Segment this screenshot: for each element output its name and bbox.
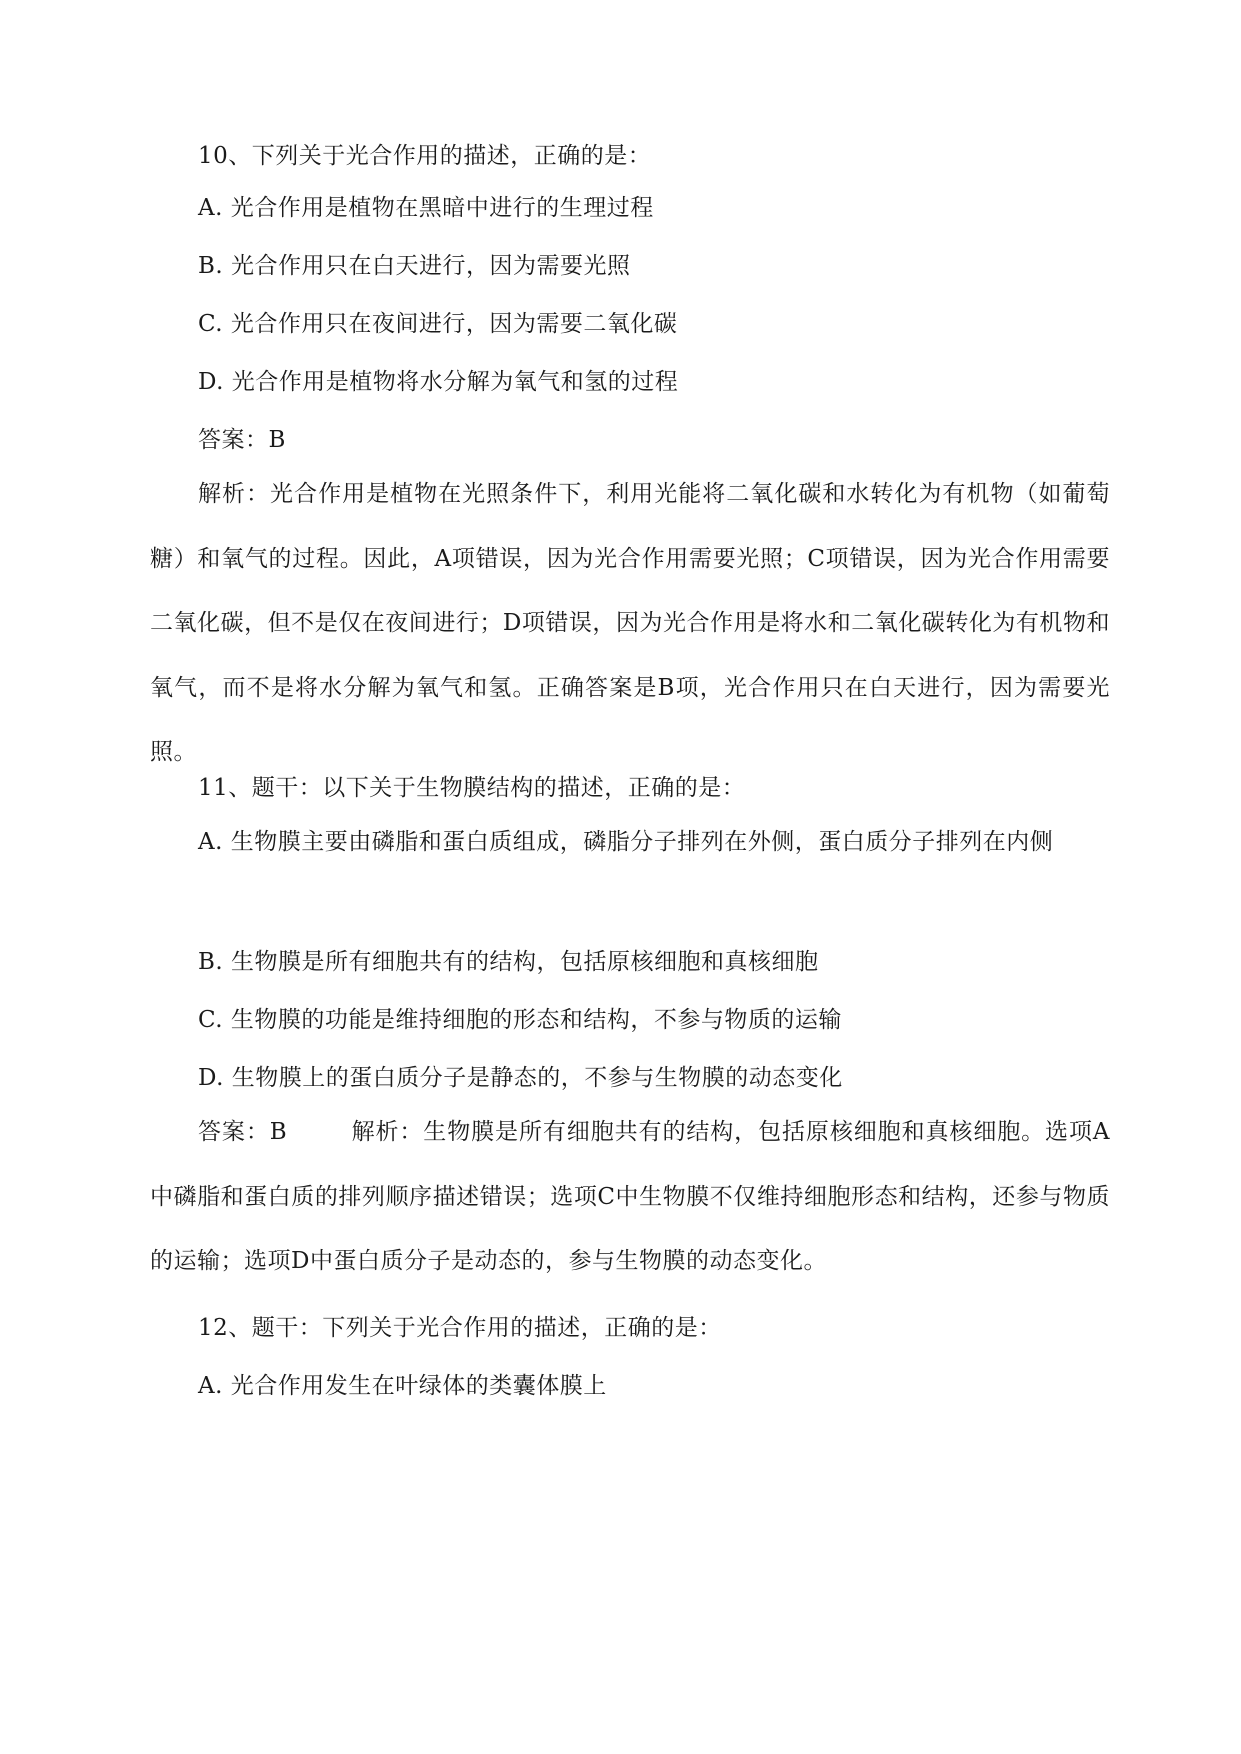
question-10-analysis: 解析：光合作用是植物在光照条件下，利用光能将二氧化碳和水转化为有机物（如葡萄糖）和氧气的过程。因此，A项错误，因为光合作用需要光照；C项错误，因为光合作用需要二氧化碳，但不是仅在夜间进行；D项错误，因为光合作用是将水和二氧化碳转化为有机物和氧气，而不是将水分解为氧气和氢。正确答案是B项，光合作用只在白天进行，因为需要光照。 <box>150 481 1110 765</box>
question-10-stem: 10、下列关于光合作用的描述，正确的是： <box>198 143 652 169</box>
question-11-option-a: A. 生物膜主要由磷脂和蛋白质组成，磷脂分子排列在外侧，蛋白质分子排列在内侧 <box>198 829 1054 855</box>
question-11-option-b: B. 生物膜是所有细胞共有的结构，包括原核细胞和真核细胞 <box>198 949 819 975</box>
question-10-answer: 答案：B <box>198 427 286 453</box>
question-10-option-b: B. 光合作用只在白天进行，因为需要光照 <box>198 253 631 279</box>
question-11-answer-analysis <box>150 1100 1110 1294</box>
question-12-stem: 12、题干：下列关于光合作用的描述，正确的是： <box>198 1315 722 1341</box>
question-12-option-a: A. 光合作用发生在叶绿体的类囊体膜上 <box>198 1373 607 1399</box>
question-11-answer: 答案：B <box>198 1119 288 1145</box>
question-11-option-c: C. 生物膜的功能是维持细胞的形态和结构，不参与物质的运输 <box>198 1007 842 1033</box>
question-10-option-c: C. 光合作用只在夜间进行，因为需要二氧化碳 <box>198 311 678 337</box>
question-11-option-d: D. 生物膜上的蛋白质分子是静态的，不参与生物膜的动态变化 <box>198 1065 843 1091</box>
question-10-option-d: D. 光合作用是植物将水分解为氧气和氢的过程 <box>198 369 679 395</box>
question-11-stem: 11、题干：以下关于生物膜结构的描述，正确的是： <box>198 775 746 801</box>
question-10-option-a: A. 光合作用是植物在黑暗中进行的生理过程 <box>198 195 654 221</box>
question-11-analysis: 解析：生物膜是所有细胞共有的结构，包括原核细胞和真核细胞。选项A中磷脂和蛋白质的排列顺序描述错误；选项C中生物膜不仅维持细胞形态和结构，还参与物质的运输；选项D中蛋白质分子是动态的，参与生物膜的动态变化。 <box>150 1119 1110 1274</box>
